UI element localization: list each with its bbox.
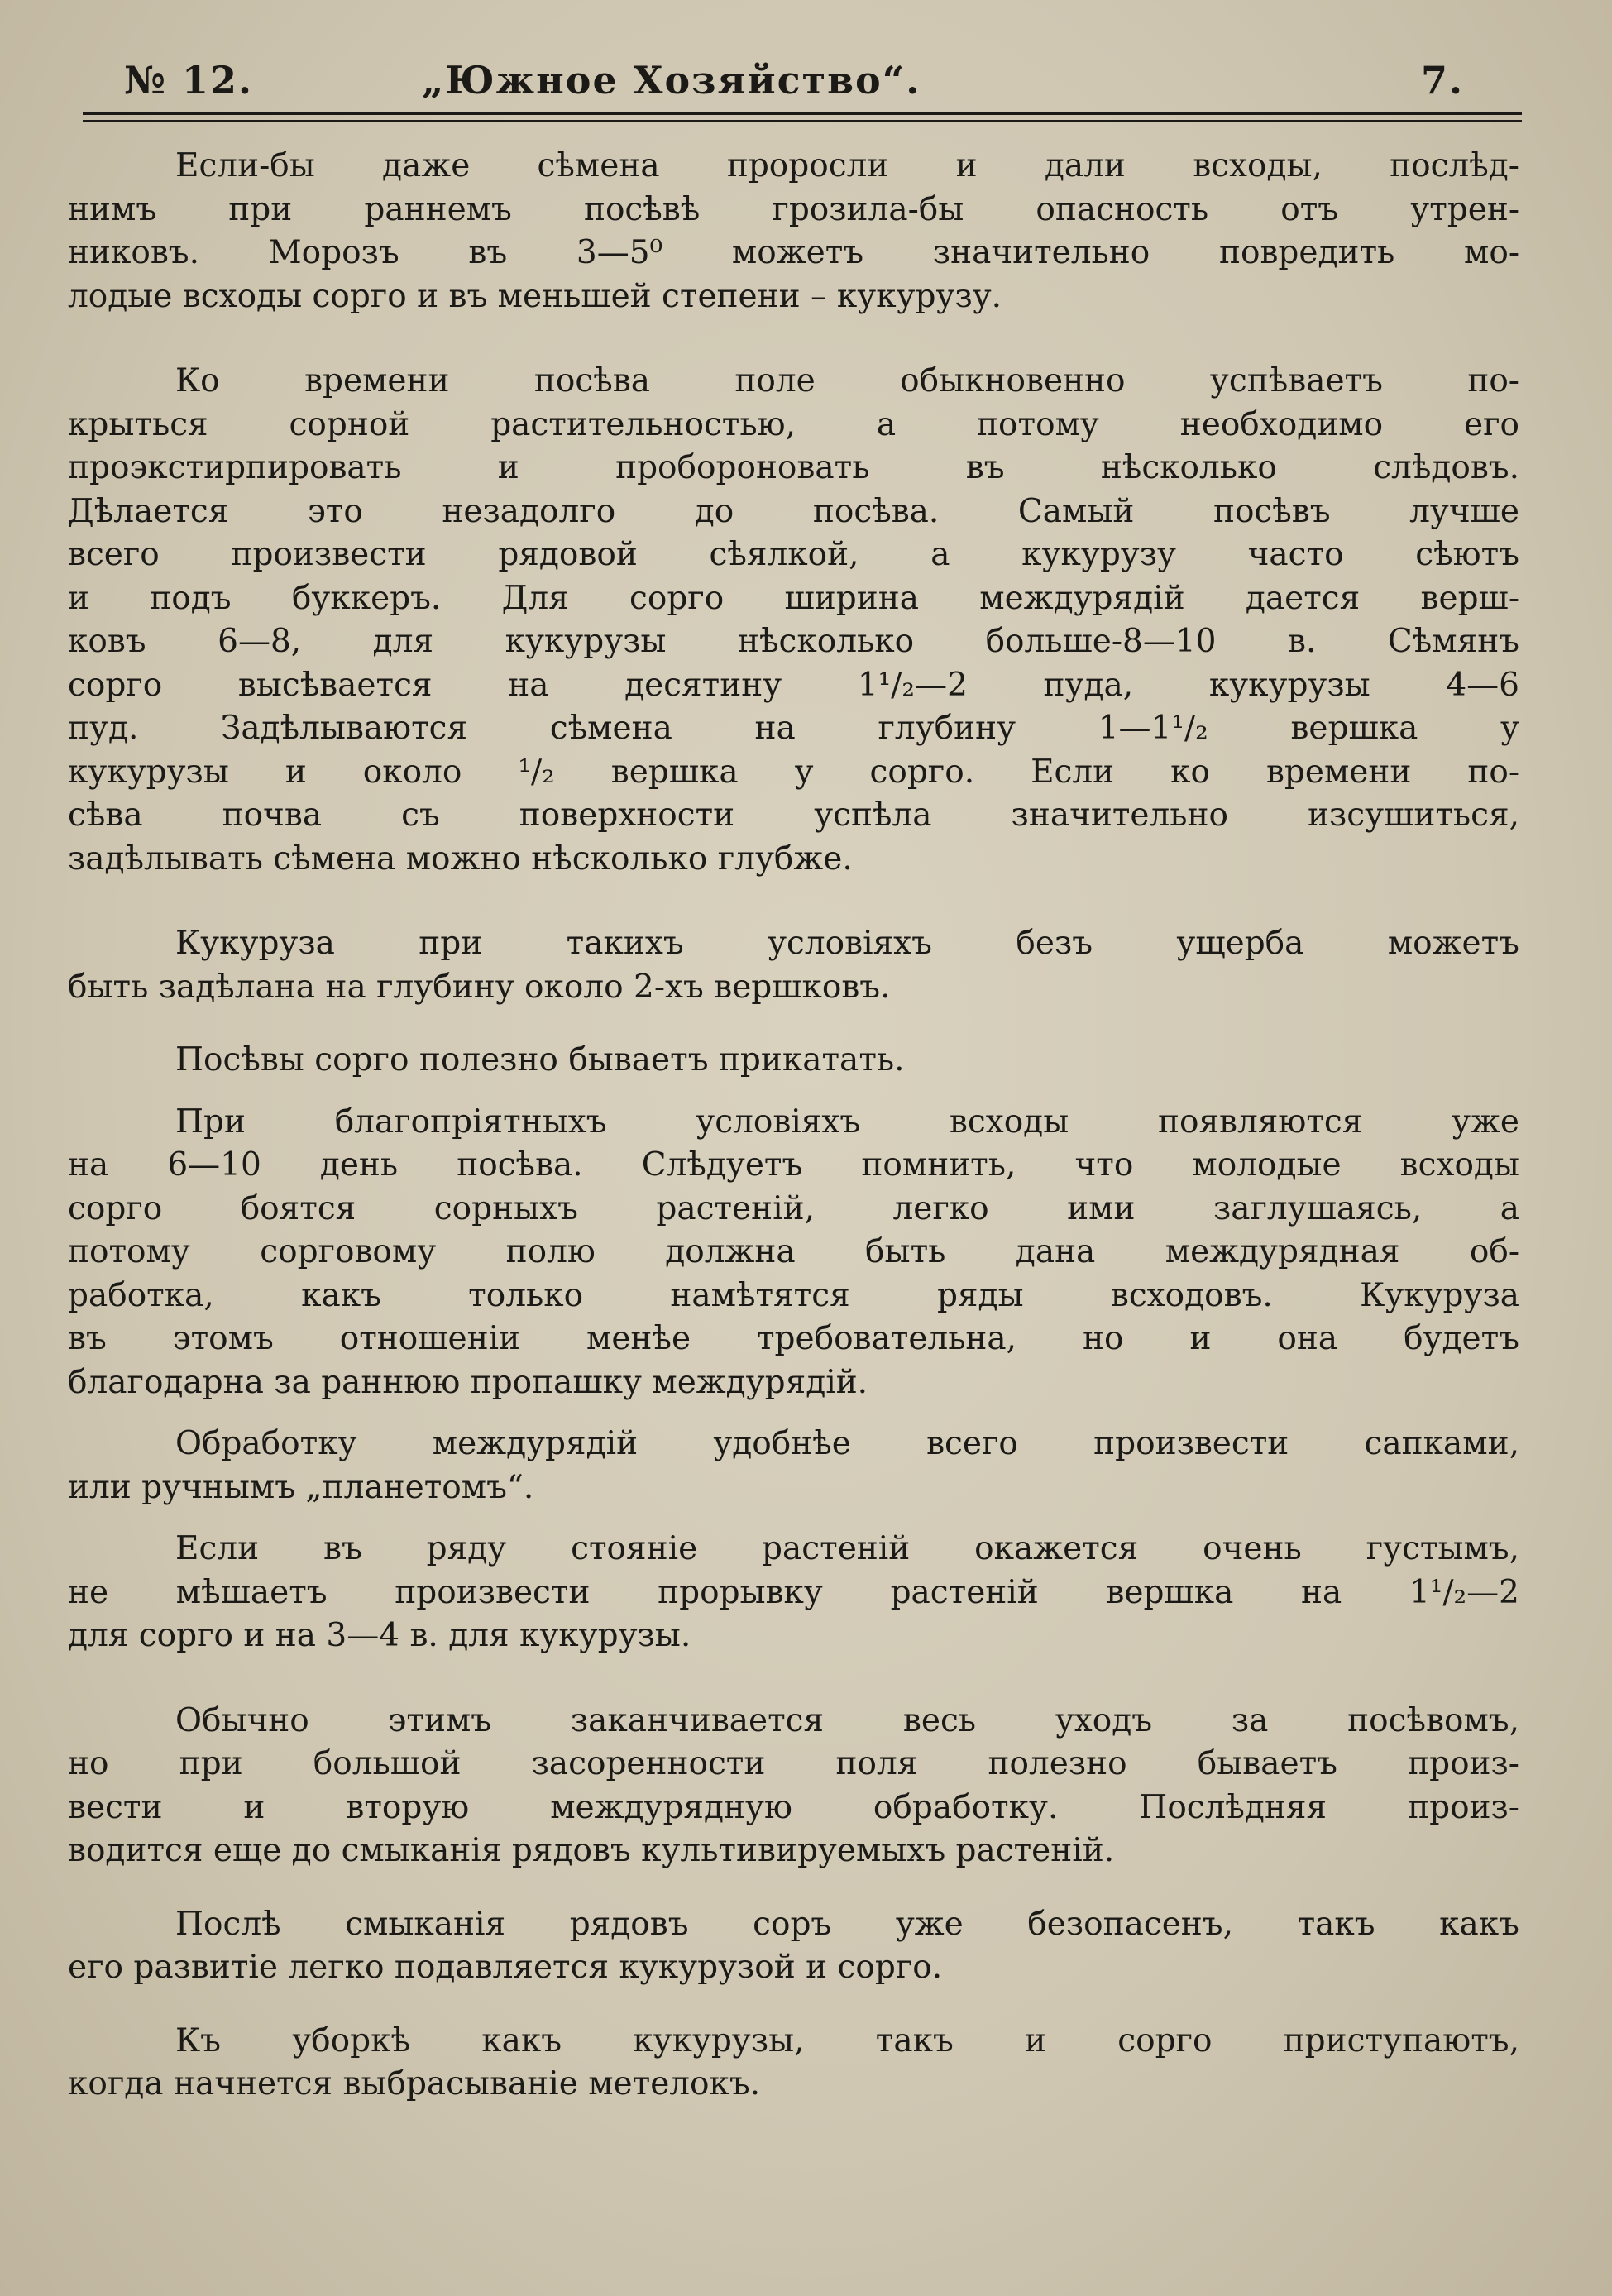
paragraph [68, 1700, 1519, 1873]
text-line: въ этомъ отношеніи менѣе требовательна, но и она будетъ [68, 1320, 1519, 1357]
text-line: для сорго и на 3—4 в. для кукурузы. [68, 1617, 691, 1654]
text-line: когда начнется выбрасываніе метелокъ. [68, 2065, 761, 2102]
text-line: пуд. Задѣлываются сѣмена на глубину 1—1¹/₂ вершка у [68, 710, 1519, 747]
text-line: крыться сорной растительностью, а потому необходимо его [68, 405, 1519, 443]
text-line: водится еще до смыканія рядовъ культивируемыхъ растеній. [68, 1832, 1115, 1869]
text-line: задѣлывать сѣмена можно нѣсколько глубже. [68, 839, 853, 878]
text-line: проэкстирпировать и пробороновать въ нѣсколько слѣдовъ. [68, 449, 1519, 486]
header-rule-thick [83, 112, 1522, 115]
page-header [124, 58, 1464, 108]
text-line: на 6—10 день посѣва. Слѣдуетъ помнить, что молодые всходы [68, 1146, 1519, 1184]
text-line: или ручнымъ „планетомъ“. [68, 1468, 534, 1506]
text-line: Посѣвы сорго полезно бываетъ прикатать. [175, 1041, 905, 1079]
paragraph [68, 1528, 1519, 1658]
article-body [68, 145, 1519, 2107]
text-line: Обработку междурядій удобнѣе всего произвести сапками, [175, 1425, 1519, 1462]
paragraph [68, 1101, 1519, 1405]
text-line: При благопріятныхъ условіяхъ всходы появляются уже [175, 1103, 1519, 1141]
text-line: Дѣлается это незадолго до посѣва. Самый посѣвъ лучше [68, 492, 1519, 530]
paragraph [68, 1039, 1519, 1083]
page-number: 7. [1420, 58, 1464, 103]
text-line: но при большой засоренности поля полезно бываетъ произ- [68, 1745, 1519, 1782]
text-line: Къ уборкѣ какъ кукурузы, такъ и сорго приступаютъ, [175, 2021, 1519, 2059]
text-line: сѣва почва съ поверхности успѣла значительно изсушиться, [68, 796, 1519, 834]
text-line: Если-бы даже сѣмена проросли и дали всходы, послѣд- [175, 147, 1519, 184]
text-line: работка, какъ только намѣтятся ряды всходовъ. Кукуруза [68, 1276, 1519, 1314]
text-line: ковъ 6—8, для кукурузы нѣсколько больше-8—10 в. Сѣмянъ [68, 623, 1519, 660]
text-line: Обычно этимъ заканчивается весь уходъ за посѣвомъ, [175, 1701, 1519, 1739]
paragraph [68, 2020, 1519, 2107]
text-line: всего произвести рядовой сѣялкой, а кукурузу часто сѣютъ [68, 536, 1519, 573]
text-line: Кукуруза при такихъ условіяхъ безъ ущерба можетъ [175, 925, 1519, 962]
text-line: никовъ. Морозъ въ 3—5⁰ можетъ значительно повредить мо- [68, 234, 1519, 271]
text-line: кукурузы и около ¹/₂ вершка у сорго. Если ко времени по- [68, 753, 1519, 791]
text-line: быть задѣлана на глубину около 2-хъ вершковъ. [68, 968, 891, 1006]
text-line: вести и вторую междурядную обработку. Послѣдняя произ- [68, 1788, 1519, 1826]
text-line: Если въ ряду стояніе растеній окажется очень густымъ, [175, 1530, 1519, 1567]
paragraph [68, 1423, 1519, 1509]
text-line: и подъ буккеръ. Для сорго ширина междурядій дается верш- [68, 579, 1519, 617]
header-rule-thin [83, 120, 1522, 122]
paragraph [68, 145, 1519, 318]
text-line: потому сорговому полю должна быть дана междурядная об- [68, 1233, 1519, 1270]
issue-number: № 12. [124, 58, 254, 103]
text-line: нимъ при раннемъ посѣвѣ грозила-бы опасность отъ утрен- [68, 190, 1519, 228]
paragraph [68, 922, 1519, 1009]
text-line: сорго боятся сорныхъ растеній, легко ими заглушаясь, а [68, 1189, 1519, 1227]
text-line: не мѣшаетъ произвести прорывку растеній вершка на 1¹/₂—2 [68, 1573, 1519, 1611]
paragraph [68, 1903, 1519, 1990]
text-line: Ко времени посѣва поле обыкновенно успѣваетъ по- [175, 362, 1519, 399]
text-line: лодые всходы сорго и въ меньшей степени – кукурузу. [68, 277, 1002, 315]
journal-title: „Южное Хозяйство“. [422, 58, 921, 103]
text-line: сорго высѣвается на десятину 1¹/₂—2 пуда, кукурузы 4—6 [68, 666, 1519, 704]
text-line: его развитіе легко подавляется кукурузой и сорго. [68, 1949, 943, 1986]
text-line: Послѣ смыканія рядовъ соръ уже безопасенъ, такъ какъ [175, 1905, 1519, 1943]
text-line: благодарна за раннюю пропашку междурядій. [68, 1363, 868, 1401]
paragraph [68, 360, 1519, 881]
